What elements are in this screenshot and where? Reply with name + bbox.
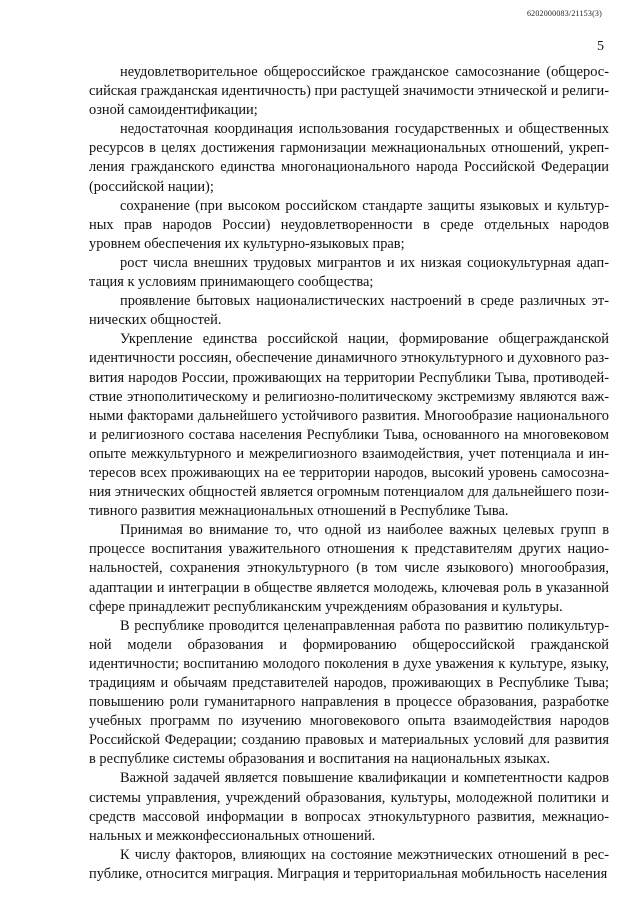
paragraph-6: Укрепление единства российской нации, формирование общегражданской идентичности россиян, обеспечение динамичного этнокультурного и духовного развития народов России, проживающих на территории Республики Тыва, противодействие этнополитическому и религиозно-политическому экстремизму являются важными факторами дальнейшего устойчивого развития. Многообразие национального и религиозного состава населения Республики Тыва, основанного на многовековом опыте межкультурного и межрелигиозного взаимодействия, учет потенциала и интересов всех проживающих на ее территории народов, высокий уровень самосознания этнических общностей является огромным потенциалом для дальнейшего позитивного развития межнациональных отношений в Республике Тыва. [89, 331, 609, 520]
paragraph-2: недостаточная координация использования государственных и общественных ресурсов в целях достижения гармонизации межнациональных отношений, укрепления гражданского единства многонационального народа Российской Федерации (российской нации); [89, 121, 609, 195]
paragraph-9: Важной задачей является повышение квалификации и компетентности кадров системы управления, учреждений образования, культуры, молодежной политики и средств массовой информации в вопросах этнокультурного развития, межнациональных и межконфессиональных отношений. [89, 770, 609, 844]
paragraph-7: Принимая во внимание то, что одной из наиболее важных целевых групп в процессе воспитания уважительного отношения к представителям других национальностей, сохранения этнокультурного (в том числе языкового) многообразия, адаптации и интеграции в обществе является молодежь, ключевая роль в указанной сфере принадлежит республиканским учреждениям образования и культуры. [89, 522, 609, 615]
document-body [89, 63, 609, 884]
paragraph-8: В республике проводится целенаправленная работа по развитию поликультурной модели образования и формированию общероссийской гражданской идентичности; воспитанию молодого поколения в духе уважения к культуре, языку, традициям и обычаям представителей народов, проживающих в Республике Тыва; повышению роли гуманитарного направления в процессе образования, разработке учебных программ по изучению многовекового опыта взаимодействия народов Российской Федерации; созданию правовых и материальных условий для развития в республике системы образования и воспитания на национальных языках. [89, 617, 609, 768]
paragraph-1: неудовлетворительное общероссийское гражданское самосознание (общероссийская гражданская идентичность) при растущей значимости этнической и религиозной самоидентификации; [89, 64, 609, 119]
paragraph-3: сохранение (при высоком российском стандарте защиты языковых и культурных прав народов России) неудовлетворенности в среде отдельных народов уровнем обеспечения их культурно-языковых прав; [89, 197, 609, 252]
paragraph-5: проявление бытовых националистических настроений в среде различных этнических общностей. [89, 293, 609, 329]
page-number-text: 5 [597, 39, 604, 54]
paragraph-4: рост числа внешних трудовых мигрантов и их низкая социокультурная адаптация к условиям принимающего сообщества; [89, 254, 609, 291]
paragraph-10: К числу факторов, влияющих на состояние межэтнических отношений в республике, относится миграция. Миграция и территориальная мобильность населения [89, 846, 609, 882]
document-code: 6202000083/21153(3) [526, 9, 602, 18]
